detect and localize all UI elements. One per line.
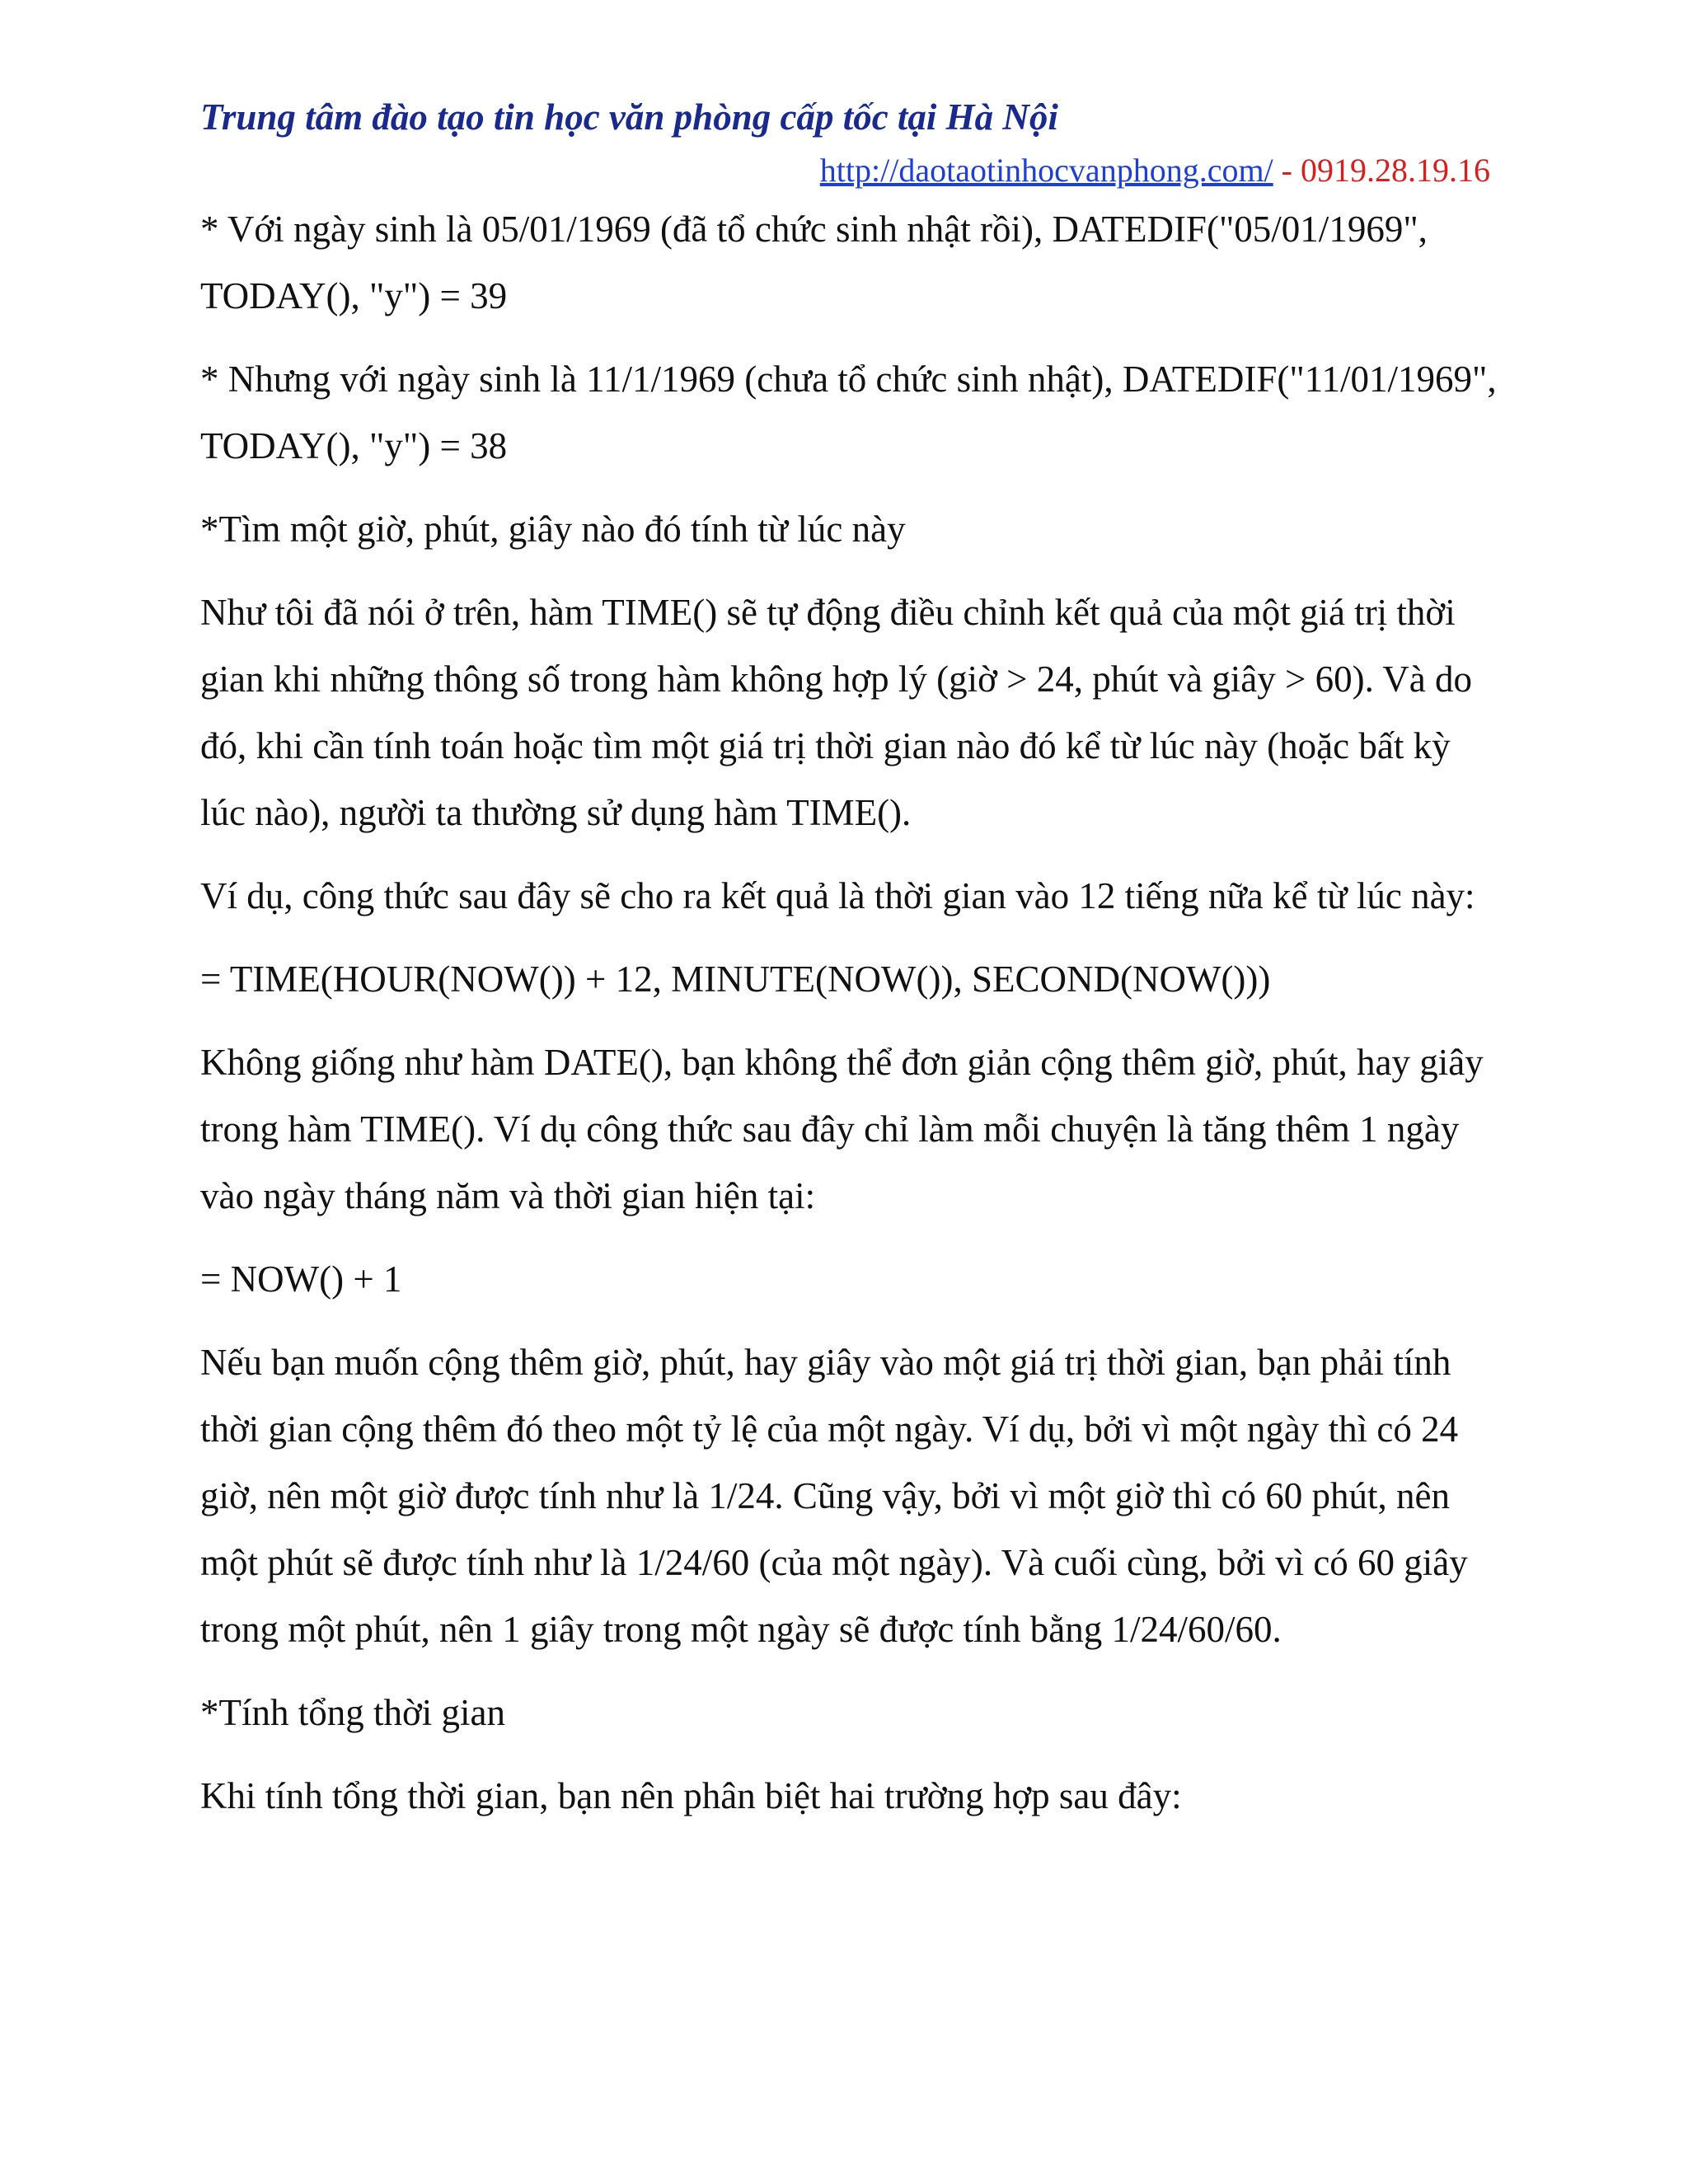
section-heading-sum-time: *Tính tổng thời gian bbox=[200, 1692, 506, 1733]
paragraph-sum-time-cases: Khi tính tổng thời gian, bạn nên phân biệt hai trường hợp sau đây: bbox=[200, 1775, 1182, 1816]
paragraph-time-function: Như tôi đã nói ở trên, hàm TIME() sẽ tự động điều chỉnh kết quả của một giá trị thời gian khi những thông số trong hàm không hợp lý (giờ > 24, phút và giây > 60). Và do đó, khi cần tính toán hoặc tìm một giá trị thời gian nào đó kể từ lúc này (hoặc bất kỳ lúc nào), người ta thường sử dụng hàm TIME(). bbox=[200, 592, 1473, 833]
website-link[interactable]: http://daotaotinhocvanphong.com/ bbox=[819, 152, 1273, 189]
paragraph-example-12-hours: Ví dụ, công thức sau đây sẽ cho ra kết quả là thời gian vào 12 tiếng nữa kể từ lúc này: bbox=[200, 875, 1475, 916]
header-contact bbox=[820, 151, 1490, 190]
section-heading-find-time: *Tìm một giờ, phút, giây nào đó tính từ lúc này bbox=[200, 509, 906, 550]
formula-now-plus-1: = NOW() + 1 bbox=[200, 1258, 402, 1300]
paragraph-birthday-not-celebrated: * Nhưng với ngày sinh là 11/1/1969 (chưa tổ chức sinh nhật), DATEDIF("11/01/1969", TODAY(), "y") = 38 bbox=[200, 359, 1497, 466]
header-separator: - bbox=[1273, 152, 1301, 189]
header-title: Trung tâm đào tạo tin học văn phòng cấp tốc tại Hà Nội bbox=[200, 96, 1058, 138]
paragraph-fraction-of-day: Nếu bạn muốn cộng thêm giờ, phút, hay giây vào một giá trị thời gian, bạn phải tính thời gian cộng thêm đó theo một tỷ lệ của một ngày. Ví dụ, bởi vì một ngày thì có 24 giờ, nên một giờ được tính như là 1/24. Cũng vậy, bởi vì một giờ thì có 60 phút, nên một phút sẽ được tính như là 1/24/60 (của một ngày). Và cuối cùng, bởi vì có 60 giây trong một phút, nên 1 giây trong một ngày sẽ được tính bằng 1/24/60/60. bbox=[200, 1342, 1468, 1650]
phone-number: 0919.28.19.16 bbox=[1301, 152, 1490, 189]
paragraph-date-vs-time: Không giống như hàm DATE(), bạn không thể đơn giản cộng thêm giờ, phút, hay giây trong hàm TIME(). Ví dụ công thức sau đây chỉ làm mỗi chuyện là tăng thêm 1 ngày vào ngày tháng năm và thời gian hiện tại: bbox=[200, 1042, 1484, 1216]
paragraph-birthday-celebrated: * Với ngày sinh là 05/01/1969 (đã tổ chức sinh nhật rồi), DATEDIF("05/01/1969", TODAY(), "y") = 39 bbox=[200, 209, 1428, 316]
document-body bbox=[200, 196, 1503, 1846]
formula-time-plus-12: = TIME(HOUR(NOW()) + 12, MINUTE(NOW()), SECOND(NOW())) bbox=[200, 958, 1271, 1000]
